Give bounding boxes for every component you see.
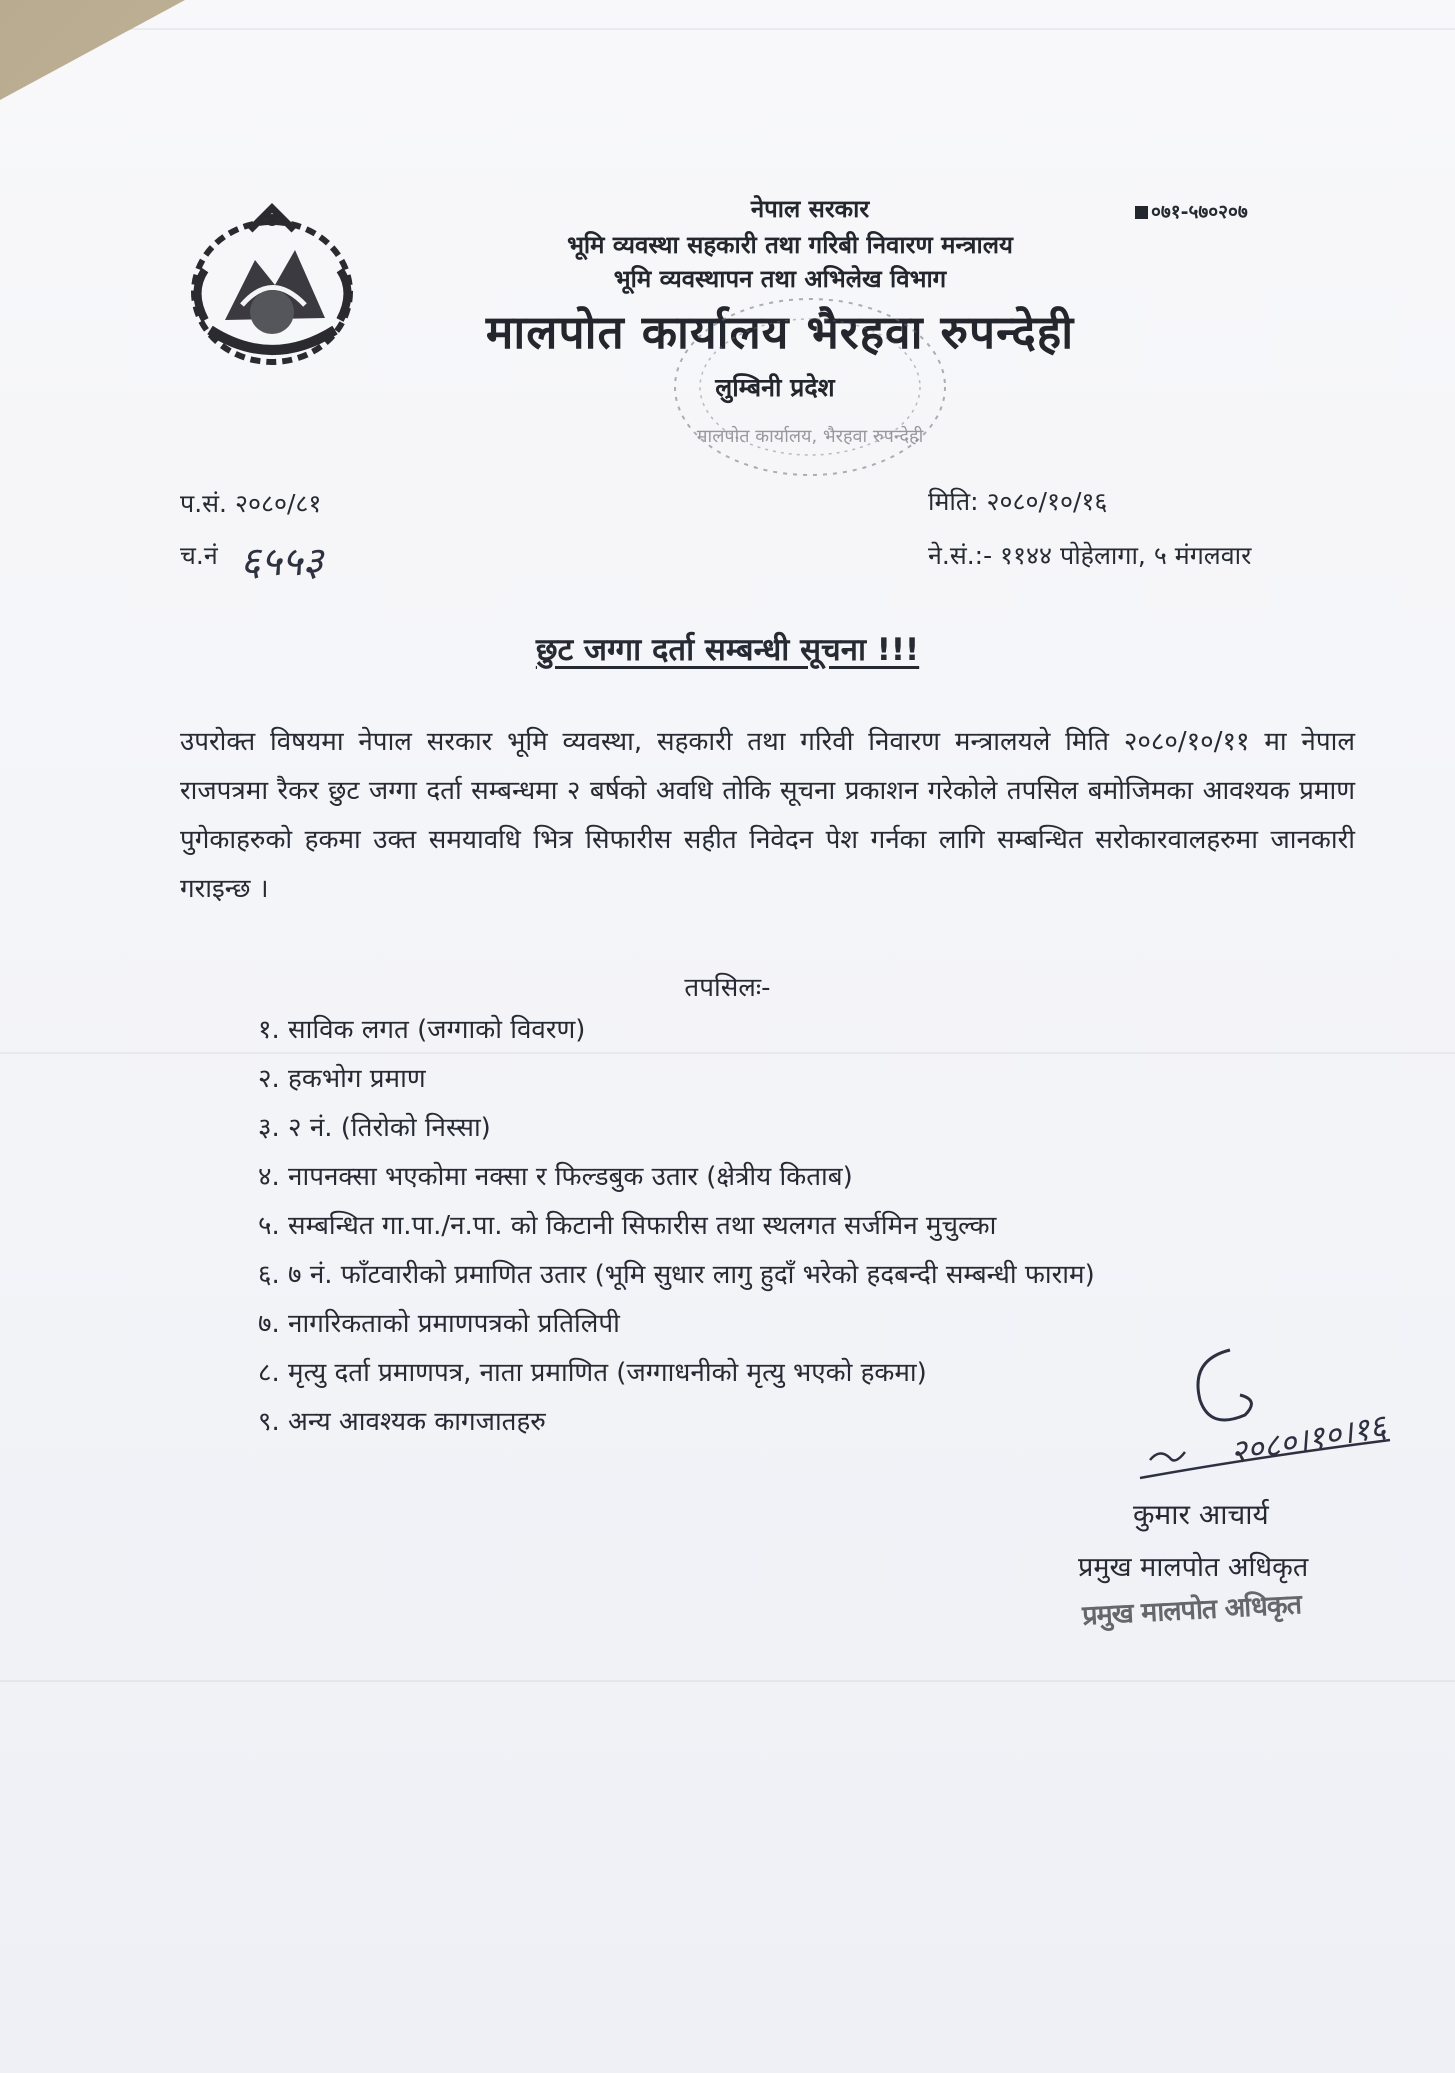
signature-date: २०८०।१०।१६ (1227, 1406, 1389, 1472)
phone-value: ०७१-५७०२०७ (1151, 201, 1248, 223)
annex-item: ७. नागरिकताको प्रमाणपत्रको प्रतिलिपी (258, 1309, 620, 1339)
phone-icon (1135, 206, 1148, 219)
notice-body: उपरोक्त विषयमा नेपाल सरकार भूमि व्यवस्था, सहकारी तथा गरिवी निवारण मन्त्रालयले मिति २०८०/१०/११ मा नेपाल राजपत्रमा रैकर छुट जग्गा दर्ता सम्बन्धमा २ बर्षको अवधि तोकि सूचना प्रकाशन गरेकोले तपसिल बमोजिमका आवश्यक प्रमाण पुगेकाहरुको हकमा उक्त समयावधि भित्र सिफारीस सहीत निवेदन पेश गर्नका लागि सम्बन्धित सरोकारवालहरुमा जानकारी गराइन्छ । (180, 727, 1355, 904)
fold-line (0, 1680, 1455, 1682)
signatory-title: प्रमुख मालपोत अधिकृत (1078, 1552, 1309, 1583)
annex-item: ३. २ नं. (तिरोको निस्सा) (258, 1113, 491, 1143)
fold-line (0, 28, 1455, 30)
fold-line (0, 1052, 1455, 1054)
notice-title-text: छुट जग्गा दर्ता सम्बन्धी सूचना !!! (535, 632, 920, 668)
nepal-emblem-icon (180, 200, 365, 370)
annex-item: ४. नापनक्सा भएकोमा नक्सा र फिल्डबुक उतार (क्षेत्रीय किताब) (258, 1162, 853, 1192)
reference-number: प.सं. २०८०/८१ (180, 489, 322, 518)
signatory-name: कुमार आचार्य (1133, 1498, 1269, 1531)
dispatch-label: च.नं (180, 541, 218, 570)
annex-item: ६. ७ नं. फाँटवारीको प्रमाणित उतार (भूमि सुधार लागु हुदाँ भरेको हदबन्दी सम्बन्धी फाराम) (258, 1260, 1095, 1290)
header-government: नेपाल सरकार (750, 195, 870, 223)
header-department: भूमि व्यवस्थापन तथा अभिलेख विभाग (613, 265, 947, 293)
seal-text: मालपोत कार्यालय, भैरहवा रुपन्देही (696, 426, 924, 447)
annex-item: ९. अन्य आवश्यक कागजातहरु (258, 1407, 546, 1437)
document-date: मिति: २०८०/१०/१६ (928, 487, 1108, 516)
signatory-stamp: प्रमुख मालपोत अधिकृत (1081, 1589, 1302, 1632)
annex-heading: तपसिलः- (684, 973, 771, 1003)
nepal-sambat-date: ने.सं.:- ११४४ पोहेलागा, ५ मंगलवार (928, 541, 1252, 570)
annex-item: ५. सम्बन्धित गा.पा./न.पा. को किटानी सिफारीस तथा स्थलगत सर्जमिन मुचुल्का (258, 1211, 997, 1241)
notice-title (0, 628, 1455, 670)
header-office: मालपोत कार्यालय भैरहवा रुपन्देही (485, 305, 1075, 359)
header-province: लुम्बिनी प्रदेश (715, 373, 835, 402)
annex-item: २. हकभोग प्रमाण (258, 1064, 426, 1094)
phone-number (1135, 198, 1248, 224)
annex-item: १. साविक लगत (जग्गाको विवरण) (258, 1015, 586, 1045)
dispatch-number: ६५५३ (240, 539, 324, 585)
annex-item: ८. मृत्यु दर्ता प्रमाणपत्र, नाता प्रमाणित (जग्गाधनीको मृत्यु भएको हकमा) (258, 1358, 927, 1388)
signature-icon (1130, 1340, 1430, 1490)
header-ministry: भूमि व्यवस्था सहकारी तथा गरिबी निवारण मन्त्रालय (567, 231, 1013, 259)
office-seal-icon (660, 292, 960, 492)
